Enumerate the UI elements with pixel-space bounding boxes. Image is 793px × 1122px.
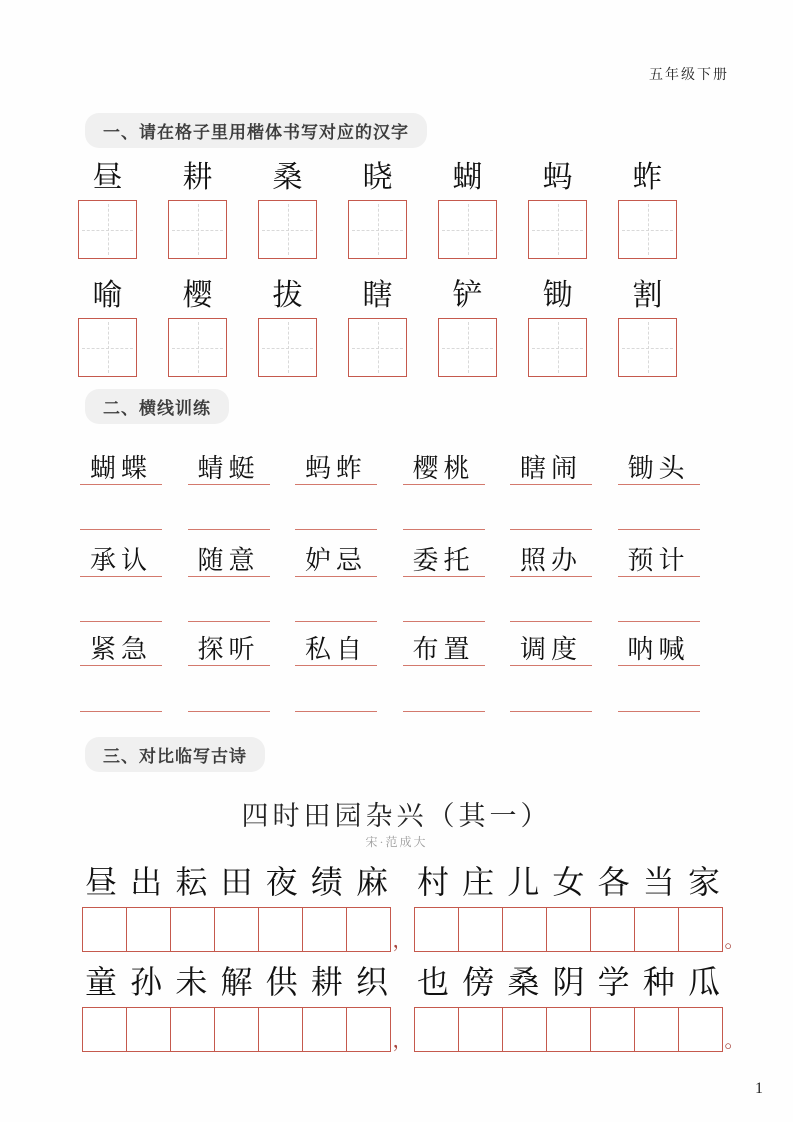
writing-grid bbox=[348, 318, 407, 377]
poem-copy-row-1 bbox=[82, 907, 746, 952]
model-character: 割 bbox=[632, 279, 663, 312]
poem-line-2-first-half: 童 孙 未 解 供 耕 织 bbox=[85, 964, 388, 1000]
poem-box bbox=[258, 907, 303, 952]
writing-grid bbox=[168, 200, 227, 259]
poem-box bbox=[678, 907, 723, 952]
word-cell: 樱桃 bbox=[403, 441, 485, 485]
model-character: 蚱 bbox=[632, 161, 663, 194]
writing-grid bbox=[168, 318, 227, 377]
blank-line bbox=[80, 578, 162, 622]
model-character: 桑 bbox=[272, 161, 303, 194]
poem-box bbox=[414, 1007, 459, 1052]
model-character: 蝴 bbox=[452, 161, 483, 194]
model-character: 蚂 bbox=[542, 161, 573, 194]
poem-box bbox=[214, 1007, 259, 1052]
poem-box bbox=[346, 907, 391, 952]
model-character: 瞎 bbox=[362, 279, 393, 312]
poem-box bbox=[346, 1007, 391, 1052]
word-cell: 妒忌 bbox=[295, 533, 377, 577]
poem-box bbox=[170, 1007, 215, 1052]
word-cell: 照办 bbox=[510, 533, 592, 577]
word-cell: 紧急 bbox=[80, 622, 162, 666]
writing-grid bbox=[438, 200, 497, 259]
blank-line bbox=[510, 486, 592, 530]
poem-writing-boxes bbox=[82, 1007, 391, 1052]
model-character: 拔 bbox=[272, 279, 303, 312]
poem-box bbox=[458, 1007, 503, 1052]
writing-grid bbox=[528, 318, 587, 377]
writing-grid bbox=[528, 200, 587, 259]
poem-line-1-first-half: 昼 出 耘 田 夜 绩 麻 bbox=[85, 864, 388, 900]
blank-line bbox=[618, 578, 700, 622]
writing-grid bbox=[618, 318, 677, 377]
word-cell: 瞎闹 bbox=[510, 441, 592, 485]
blank-line bbox=[295, 578, 377, 622]
model-character: 锄 bbox=[542, 279, 573, 312]
poem-writing-boxes bbox=[414, 1007, 723, 1052]
poem-box bbox=[302, 907, 347, 952]
writing-grid bbox=[258, 318, 317, 377]
word-cell: 布置 bbox=[403, 622, 485, 666]
section1-grid-row-2 bbox=[78, 318, 677, 377]
blank-line bbox=[403, 578, 485, 622]
word-cell: 锄头 bbox=[618, 441, 700, 485]
model-character: 昼 bbox=[92, 161, 123, 194]
poem-box bbox=[634, 1007, 679, 1052]
section2-blank-row-1 bbox=[80, 486, 700, 530]
poem-line-1-second-half: 村 庄 儿 女 各 当 家 bbox=[417, 864, 720, 900]
poem-box bbox=[170, 907, 215, 952]
poem-box bbox=[302, 1007, 347, 1052]
poem-box bbox=[634, 907, 679, 952]
word-cell: 委托 bbox=[403, 533, 485, 577]
poem-writing-boxes bbox=[414, 907, 723, 952]
comma-mark: ， bbox=[392, 930, 413, 952]
model-character: 耕 bbox=[182, 161, 213, 194]
word-cell: 预计 bbox=[618, 533, 700, 577]
word-cell: 蝴蝶 bbox=[80, 441, 162, 485]
blank-line bbox=[618, 486, 700, 530]
blank-line bbox=[510, 668, 592, 712]
poem-box bbox=[546, 907, 591, 952]
word-cell: 承认 bbox=[80, 533, 162, 577]
blank-line bbox=[188, 486, 270, 530]
section3-title: 三、对比临写古诗 bbox=[85, 737, 265, 772]
blank-line bbox=[295, 486, 377, 530]
poem-box bbox=[214, 907, 259, 952]
poem-box bbox=[258, 1007, 303, 1052]
poem-line-2-second-half: 也 傍 桑 阴 学 种 瓜 bbox=[417, 964, 720, 1000]
poem-box bbox=[590, 1007, 635, 1052]
blank-line bbox=[510, 578, 592, 622]
blank-line bbox=[80, 486, 162, 530]
poem-box bbox=[414, 907, 459, 952]
blank-line bbox=[403, 486, 485, 530]
blank-line bbox=[188, 668, 270, 712]
poem-writing-boxes bbox=[82, 907, 391, 952]
period-mark: 。 bbox=[724, 1030, 745, 1052]
section1-char-row-1 bbox=[78, 158, 677, 198]
poem-box bbox=[126, 1007, 171, 1052]
poem-author: 宋·范成大 bbox=[365, 835, 428, 849]
poem-copy-row-2 bbox=[82, 1007, 746, 1052]
poem-box bbox=[502, 907, 547, 952]
word-cell: 随意 bbox=[188, 533, 270, 577]
word-cell: 探听 bbox=[188, 622, 270, 666]
blank-line bbox=[403, 668, 485, 712]
model-character: 喻 bbox=[92, 279, 123, 312]
word-cell: 私自 bbox=[295, 622, 377, 666]
poem-box bbox=[590, 907, 635, 952]
poem-box bbox=[546, 1007, 591, 1052]
writing-grid bbox=[438, 318, 497, 377]
blank-line bbox=[618, 668, 700, 712]
section2-word-row-3 bbox=[80, 622, 700, 666]
period-mark: 。 bbox=[724, 930, 745, 952]
writing-grid bbox=[78, 200, 137, 259]
page-number: 1 bbox=[755, 1080, 763, 1097]
writing-grid bbox=[618, 200, 677, 259]
model-character: 晓 bbox=[362, 161, 393, 194]
section2-title: 二、横线训练 bbox=[85, 389, 229, 424]
section2-word-row-1 bbox=[80, 441, 700, 485]
poem-title: 四时田园杂兴（其一） bbox=[241, 801, 552, 831]
blank-line bbox=[80, 668, 162, 712]
model-character: 铲 bbox=[452, 279, 483, 312]
writing-grid bbox=[78, 318, 137, 377]
word-cell: 呐喊 bbox=[618, 622, 700, 666]
header-label: 五年级下册 bbox=[649, 68, 729, 83]
writing-grid bbox=[258, 200, 317, 259]
word-cell: 蜻蜓 bbox=[188, 441, 270, 485]
poem-box bbox=[82, 907, 127, 952]
poem-box bbox=[126, 907, 171, 952]
model-character: 樱 bbox=[182, 279, 213, 312]
poem-box bbox=[458, 907, 503, 952]
word-cell: 蚂蚱 bbox=[295, 441, 377, 485]
section2-blank-row-2 bbox=[80, 578, 700, 622]
word-cell: 调度 bbox=[510, 622, 592, 666]
section1-title: 一、请在格子里用楷体书写对应的汉字 bbox=[85, 113, 427, 148]
poem-box bbox=[82, 1007, 127, 1052]
section1-char-row-2 bbox=[78, 276, 677, 316]
section2-word-row-2 bbox=[80, 533, 700, 577]
blank-line bbox=[188, 578, 270, 622]
section2-blank-row-3 bbox=[80, 668, 700, 712]
blank-line bbox=[295, 668, 377, 712]
poem-box bbox=[502, 1007, 547, 1052]
comma-mark: ， bbox=[392, 1030, 413, 1052]
poem-box bbox=[678, 1007, 723, 1052]
writing-grid bbox=[348, 200, 407, 259]
section1-grid-row-1 bbox=[78, 200, 677, 259]
